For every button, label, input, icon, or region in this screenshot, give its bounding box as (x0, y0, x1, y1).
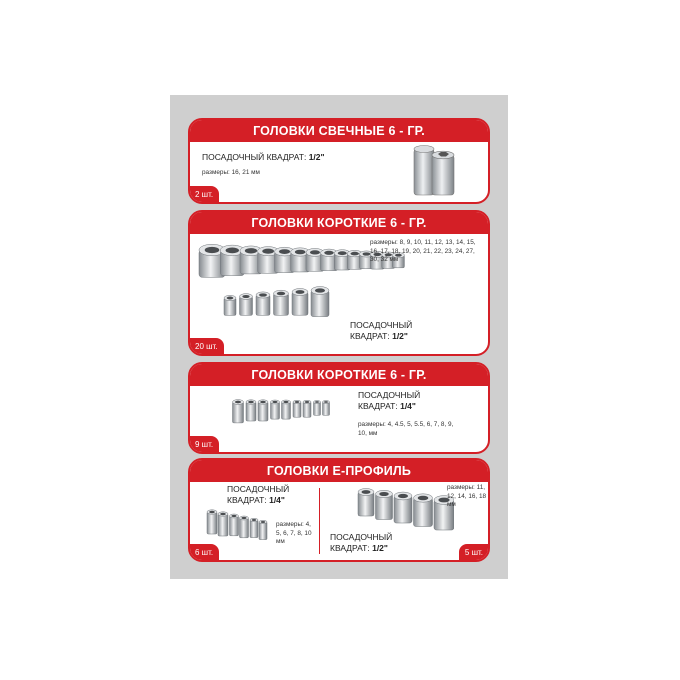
card-title: ГОЛОВКИ СВЕЧНЫЕ 6 - ГР. (253, 124, 425, 138)
socket (358, 488, 374, 516)
left-square-drive-text (227, 484, 307, 506)
right-count-badge: 5 шт. (459, 544, 489, 561)
left-count-badge: 6 шт. (189, 544, 219, 561)
socket (292, 288, 308, 315)
socket (394, 492, 412, 523)
socket (240, 516, 249, 538)
socket (323, 400, 330, 415)
socket (250, 518, 258, 537)
socket (259, 520, 267, 539)
square-label: ПОСАДОЧНЫЙ КВАДРАТ: (358, 390, 421, 411)
square-value: 1/2" (372, 543, 388, 553)
card-title: ГОЛОВКИ КОРОТКИЕ 6 - ГР. (251, 368, 427, 382)
card-short-sockets-quarter (188, 362, 490, 454)
socket (274, 290, 289, 315)
count-badge: 20 шт. (189, 338, 224, 355)
socket (218, 512, 228, 536)
socket (293, 400, 301, 417)
square-label: ПОСАДОЧНЫЙ КВАДРАТ: (350, 320, 413, 341)
square-label: ПОСАДОЧНЫЙ КВАДРАТ: (202, 152, 307, 162)
socket (207, 510, 217, 534)
card-spark-plug-sockets (188, 118, 490, 204)
square-drive-text (350, 320, 450, 342)
sizes-text: размеры: 8, 9, 10, 11, 12, 13, 14, 15, 16, 17, 18, 19, 20, 21, 22, 23, 24, 27, 30, 32 мм (370, 239, 476, 263)
square-label: ПОСАДОЧНЫЙ КВАДРАТ: (227, 484, 290, 505)
socket (240, 294, 253, 316)
socket (230, 514, 239, 536)
square-value: 1/2" (392, 331, 408, 341)
sizes-text: размеры: 16, 21 мм (202, 169, 260, 176)
socket (271, 400, 280, 419)
card-title: ГОЛОВКИ Е-ПРОФИЛЬ (266, 464, 412, 478)
socket (282, 400, 291, 419)
square-drive-text (358, 390, 448, 412)
quarter-sockets-image (230, 394, 330, 434)
right-square-drive-text (330, 532, 410, 554)
square-value: 1/4" (269, 495, 285, 505)
spark-plug-sockets-image (412, 143, 460, 199)
socket (414, 494, 433, 527)
card-title: ГОЛОВКИ КОРОТКИЕ 6 - ГР. (251, 216, 427, 230)
square-value: 1/2" (308, 152, 325, 162)
e-profile-quarter-sockets-image (204, 506, 274, 548)
socket (233, 400, 244, 423)
section-divider (319, 488, 320, 554)
socket (224, 295, 236, 315)
socket (311, 287, 329, 317)
socket (256, 292, 270, 315)
card-e-profile-sockets (188, 458, 490, 562)
count-badge: 9 шт. (189, 436, 219, 453)
square-label: ПОСАДОЧНЫЙ КВАДРАТ: (330, 532, 393, 553)
count-badge: 2 шт. (189, 186, 219, 203)
sizes-text: размеры: 4, 4.5, 5, 5.5, 6, 7, 8, 9, 10, мм (358, 421, 454, 437)
square-drive-text (202, 152, 325, 163)
socket (303, 400, 311, 417)
e-profile-half-sockets-image (354, 488, 454, 532)
socket (246, 400, 256, 421)
left-sizes-text: размеры: 4, 5, 6, 7, 8, 10 мм (276, 521, 312, 545)
square-value: 1/4" (400, 401, 416, 411)
right-sizes-text: размеры: 11, 12, 14, 16, 18 мм (447, 484, 487, 508)
card-short-sockets-half (188, 210, 490, 356)
socket (314, 400, 321, 415)
socket (376, 490, 393, 519)
socket (258, 400, 268, 421)
